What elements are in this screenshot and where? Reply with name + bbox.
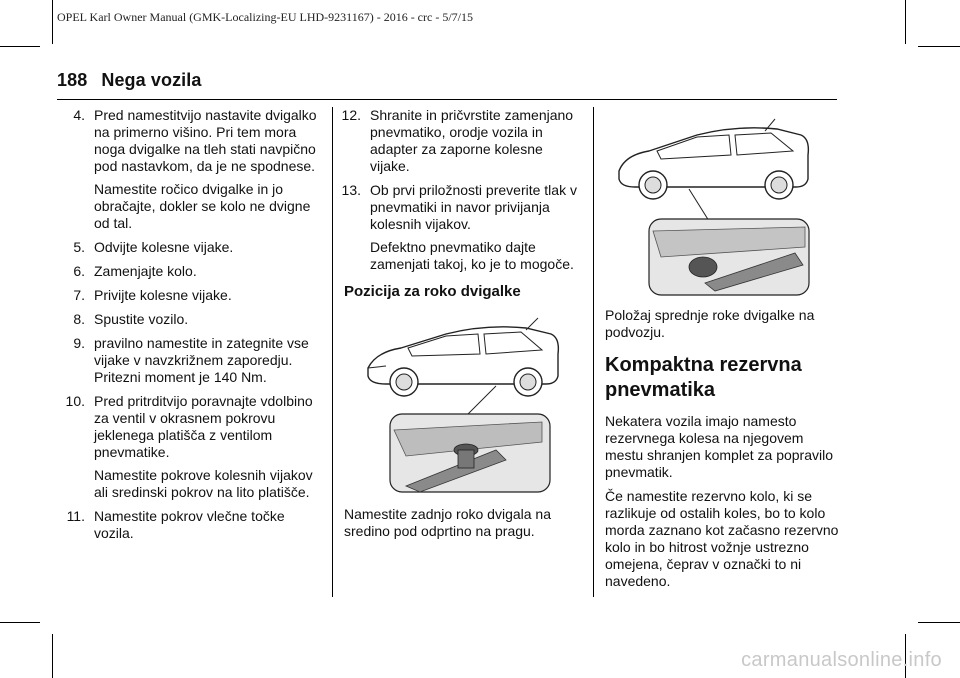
front-jack-position-illustration (605, 107, 841, 297)
item-text: Zamenjajte kolo. (94, 263, 197, 279)
section-title: Nega vozila (101, 70, 202, 90)
crop-mark (0, 46, 40, 47)
item-number: 6. (73, 263, 85, 279)
item-text: Odvijte kolesne vijake. (94, 239, 234, 255)
item-text: Pred namestitvijo nastavite dvigalko na primerno višino. Pri tem mora noga dvigalke na tleh stati navpično pod nastavkom, da je ne spodnese. (94, 107, 317, 174)
list-item (336, 107, 584, 175)
watermark: carmanualsonline.info (741, 649, 942, 671)
list-item (60, 287, 322, 304)
list-item (60, 263, 322, 280)
item-text: Namestite pokrov vlečne točke vozila. (94, 508, 285, 541)
column-divider (593, 107, 594, 597)
item-text: Privijte kolesne vijake. (94, 287, 232, 303)
item-number: 8. (73, 311, 85, 327)
list-item (60, 311, 322, 328)
list-item (60, 335, 322, 386)
list-item (60, 239, 322, 256)
page-title (57, 70, 201, 91)
crop-mark (918, 46, 960, 47)
column-3 (605, 107, 841, 597)
list-item (60, 107, 322, 175)
item-number: 9. (73, 335, 85, 351)
item-number: 7. (73, 287, 85, 303)
item-note: Defektno pnevmatiko dajte zamenjati takoj, ko je to mogoče. (370, 239, 574, 272)
figure-caption: Namestite zadnjo roko dvigala na sredino pod odprtino na pragu. (344, 506, 552, 539)
item-note: Namestite pokrove kolesnih vijakov ali sredinski pokrov na lito platišče. (94, 467, 313, 500)
figure-caption: Položaj sprednje roke dvigalke na podvozju. (605, 307, 815, 340)
item-text: Ob prvi priložnosti preverite tlak v pnevmatiki in navor privijanja kolesnih vijakov. (370, 182, 577, 232)
crop-mark (52, 0, 53, 44)
title-rule (57, 99, 837, 100)
crop-mark (0, 622, 40, 623)
list-item (336, 182, 584, 233)
item-number: 11. (66, 508, 85, 524)
item-text: Shranite in pričvrstite zamenjano pnevmatiko, orodje vozila in adapter za zaporne kolesne vijake. (370, 107, 574, 174)
column-2 (336, 107, 584, 547)
section-heading: Pozicija za roko dvigalke (344, 283, 521, 300)
item-number: 10. (65, 393, 85, 409)
item-number: 4. (73, 107, 85, 123)
document-meta: OPEL Karl Owner Manual (GMK-Localizing-EU LHD-9231167) - 2016 - crc - 5/7/15 (57, 10, 473, 24)
item-number: 5. (73, 239, 85, 255)
rear-jack-position-illustration (346, 310, 586, 500)
column-1 (60, 107, 322, 549)
column-divider (332, 107, 333, 597)
section-heading: Kompaktna rezervna pnevmatika (605, 354, 802, 401)
paragraph: Če namestite rezervno kolo, ki se razlikuje od ostalih koles, bo to kolo morda zaznano kot začasno rezervno kolo in bo hitrost vožnje ustrezno omejena, čeprav v označki to ni navedeno. (605, 488, 839, 589)
item-text: pravilno namestite in zategnite vse vijake v navzkrižnem zaporedju. Pritezni moment je 140 Nm. (94, 335, 309, 385)
item-text: Spustite vozilo. (94, 311, 189, 327)
item-note: Namestite ročico dvigalke in jo obračajte, dokler se kolo ne dvigne od tal. (94, 181, 311, 231)
item-text: Pred pritrditvijo poravnajte vdolbino za ventil v okrasnem pokrovu jeklenega platišča z ventilom pnevmatike. (94, 393, 313, 460)
crop-mark (52, 634, 53, 678)
crop-mark (918, 622, 960, 623)
item-number: 13. (341, 182, 361, 198)
page-number: 188 (57, 70, 88, 90)
paragraph: Nekatera vozila imajo namesto rezervnega kolesa na njegovem mestu shranjen komplet za popravilo pnevmatik. (605, 413, 834, 480)
list-item (60, 508, 322, 542)
item-number: 12. (341, 107, 361, 123)
crop-mark (905, 0, 906, 44)
list-item (60, 393, 322, 461)
